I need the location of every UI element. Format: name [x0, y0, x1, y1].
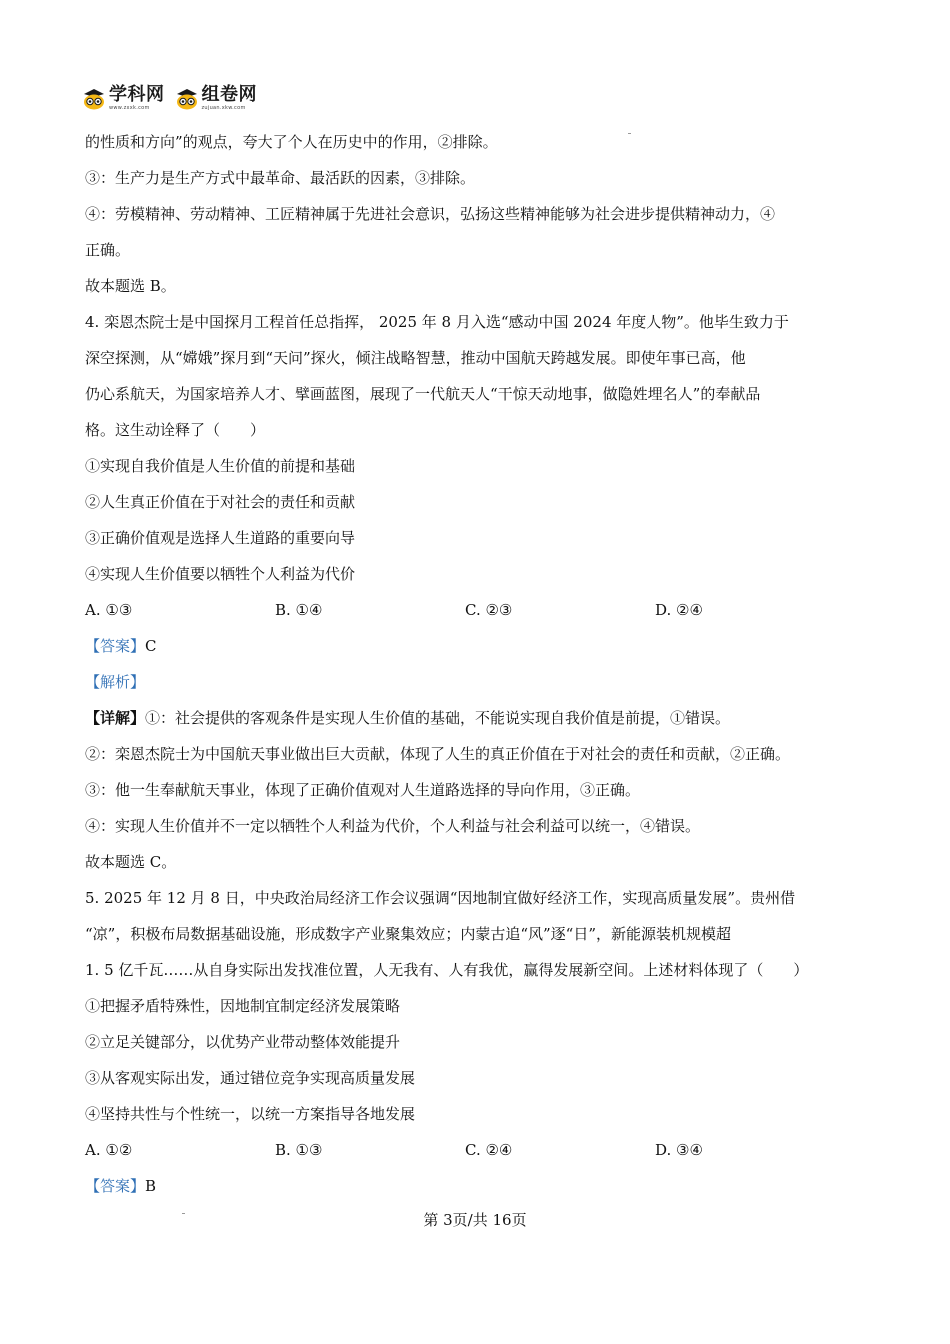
detail-text: ①：社会提供的客观条件是实现人生价值的基础，不能说实现自我价值是前提，①错误。 [145, 709, 731, 727]
q4-detail-line [85, 700, 855, 736]
q4-conclusion: 故本题选 C。 [85, 853, 177, 871]
prev-analysis-line: 正确。 [85, 241, 131, 259]
q5-stem-line: 1. 5 亿千瓦……从自身实际出发找准位置，人无我有、人有我优，赢得发展新空间。上述材料体现了（ ） [85, 961, 809, 979]
prev-analysis-line: ③：生产力是生产方式中最革命、最活跃的因素，③排除。 [85, 169, 476, 187]
zujuan-logo-domain: zujuan.xkw.com [201, 105, 246, 111]
q4-statement-4: ④实现人生价值要以牺牲个人利益为代价 [85, 565, 356, 583]
q5-answer [85, 1168, 855, 1204]
q4-stem-line: 4. 栾恩杰院士是中国探月工程首任总指挥， 2025 年 8 月入选“感动中国 2024 年度人物”。他毕生致力于 [85, 313, 789, 331]
q5-stem-line: “凉”，积极布局数据基础设施，形成数字产业聚集效应；内蒙古追“风”逐“日”，新能源装机规模超 [85, 925, 732, 943]
q4-statement-2: ②人生真正价值在于对社会的责任和贡献 [85, 493, 356, 511]
q5-stem-line: 5. 2025 年 12 月 8 日，中央政治局经济工作会议强调“因地制宜做好经济工作，实现高质量发展”。贵州借 [85, 889, 796, 907]
q5-statement-1: ①把握矛盾特殊性，因地制宜制定经济发展策略 [85, 997, 401, 1015]
q5-statement-2: ②立足关键部分，以优势产业带动整体效能提升 [85, 1033, 401, 1051]
answer-value: C [145, 637, 157, 655]
zujuan-logo-name: 组卷网 [201, 84, 257, 105]
zujuan-logo[interactable] [175, 86, 258, 111]
q4-option-c: C. ②③ [465, 601, 513, 619]
analysis-label: 【解析】 [85, 673, 146, 691]
q4-option-b: B. ①④ [275, 601, 323, 619]
answer-label: 【答案】 [85, 1177, 146, 1195]
q4-option-d: D. ②④ [655, 601, 703, 619]
detail-label: 【详解】 [85, 709, 146, 727]
q4-detail-line: ④：实现人生价值并不一定以牺牲个人利益为代价，个人利益与社会利益可以统一，④错误。 [85, 817, 701, 835]
q4-detail-line: ③：他一生奉献航天事业，体现了正确价值观对人生道路选择的导向作用，③正确。 [85, 781, 641, 799]
answer-label: 【答案】 [85, 637, 146, 655]
q4-stem-line: 深空探测，从“嫦娥”探月到“天问”探火，倾注战略智慧，推动中国航天跨越发展。即使年事已高，他 [85, 349, 746, 367]
q4-detail-line: ②：栾恩杰院士为中国航天事业做出巨大贡献，体现了人生的真正价值在于对社会的责任和贡献，②正确。 [85, 745, 791, 763]
zxxk-logo-domain: www.zxxk.com [109, 105, 150, 111]
q5-option-a: A. ①② [85, 1141, 133, 1159]
q5-statement-4: ④坚持共性与个性统一，以统一方案指导各地发展 [85, 1105, 416, 1123]
q4-analysis-heading [85, 664, 855, 700]
q4-answer [85, 628, 855, 664]
q5-option-d: D. ③④ [655, 1141, 703, 1159]
q5-option-c: C. ②④ [465, 1141, 513, 1159]
page-number: 第 3页/共 16页 [423, 1211, 527, 1229]
page-body [85, 124, 855, 1204]
prev-analysis-line: 的性质和方向”的观点，夸大了个人在历史中的作用，②排除。 [85, 133, 498, 151]
zxxk-logo-name: 学科网 [109, 84, 165, 105]
zxxk-logo[interactable] [82, 86, 165, 111]
q4-stem-line: 格。这生动诠释了（ ） [85, 421, 266, 439]
q5-options [85, 1132, 855, 1168]
q4-options [85, 592, 855, 628]
q5-option-b: B. ①③ [275, 1141, 323, 1159]
owl-mascot-icon [175, 88, 199, 110]
q4-stem-line: 仍心系航天，为国家培养人才、擘画蓝图，展现了一代航天人“干惊天动地事，做隐姓埋名人”的奉献品 [85, 385, 761, 403]
q4-option-a: A. ①③ [85, 601, 133, 619]
prev-analysis-line: ④：劳模精神、劳动精神、工匠精神属于先进社会意识，弘扬这些精神能够为社会进步提供精神动力，④ [85, 205, 776, 223]
owl-mascot-icon [82, 88, 106, 110]
q4-statement-1: ①实现自我价值是人生价值的前提和基础 [85, 457, 356, 475]
q5-statement-3: ③从客观实际出发，通过错位竞争实现高质量发展 [85, 1069, 416, 1087]
header-logos [82, 86, 257, 111]
q4-statement-3: ③正确价值观是选择人生道路的重要向导 [85, 529, 356, 547]
answer-value: B [145, 1177, 157, 1195]
prev-conclusion: 故本题选 B。 [85, 277, 176, 295]
